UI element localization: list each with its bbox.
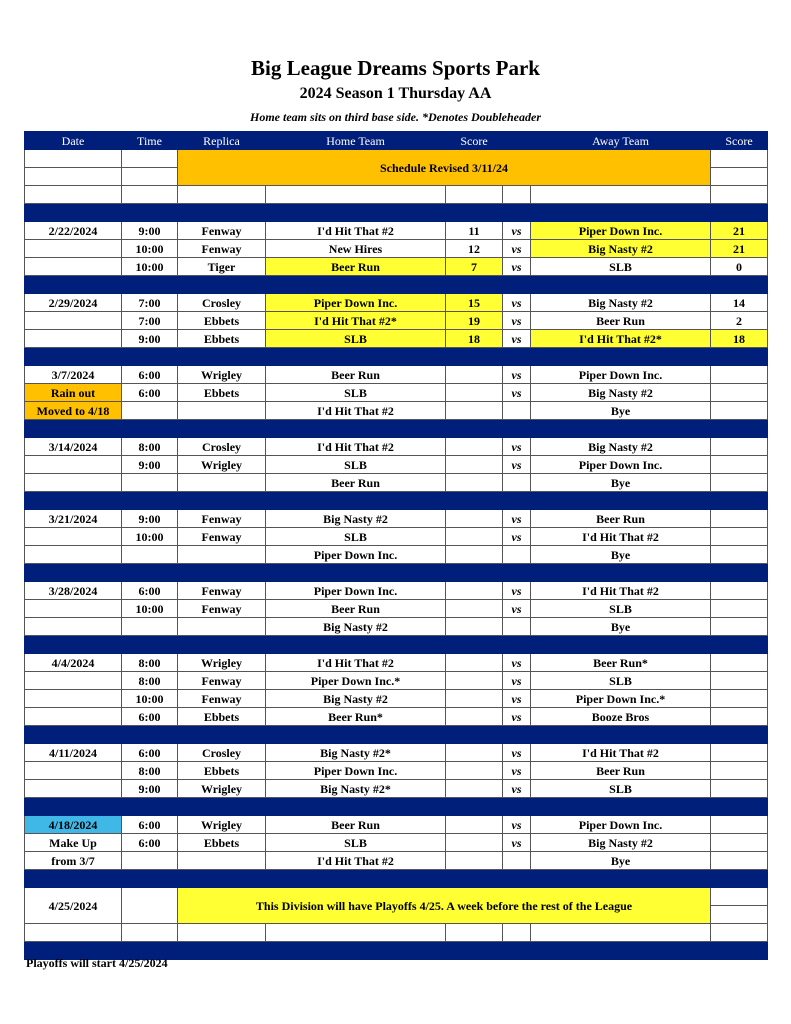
game-replica-field: Ebbets [178,330,266,348]
page-title: Big League Dreams Sports Park [251,56,540,80]
home-score [446,834,503,852]
game-row [25,816,768,834]
column-header-away-team: Away Team [531,132,711,150]
game-replica-field: Ebbets [178,312,266,330]
away-team: I'd Hit That #2* [531,330,711,348]
home-score [446,618,503,636]
away-score [711,474,768,492]
game-replica-field: Fenway [178,510,266,528]
week-separator [25,492,768,510]
away-score [711,510,768,528]
home-score [446,384,503,402]
game-time: 8:00 [122,762,178,780]
game-date [25,528,122,546]
away-team: SLB [531,780,711,798]
game-replica-field: Crosley [178,438,266,456]
away-team: Piper Down Inc.* [531,690,711,708]
home-team: Beer Run* [266,708,446,726]
vs-label [503,474,531,492]
game-date [25,240,122,258]
game-replica-field: Wrigley [178,780,266,798]
home-team: I'd Hit That #2 [266,852,446,870]
home-team: I'd Hit That #2 [266,402,446,420]
home-score: 18 [446,330,503,348]
home-team: Beer Run [266,258,446,276]
game-replica-field: Crosley [178,294,266,312]
home-score [446,600,503,618]
home-team: SLB [266,330,446,348]
game-date [25,780,122,798]
game-row [25,708,768,726]
playoff-date: 4/25/2024 [25,888,122,924]
game-row [25,600,768,618]
away-team: Beer Run [531,510,711,528]
game-row [25,582,768,600]
game-date: 3/14/2024 [25,438,122,456]
column-header-vs [503,132,531,150]
game-replica-field: Fenway [178,582,266,600]
home-team: New Hires [266,240,446,258]
away-team: Big Nasty #2 [531,294,711,312]
away-team: Big Nasty #2 [531,240,711,258]
home-score [446,438,503,456]
home-score: 15 [446,294,503,312]
home-score [446,852,503,870]
vs-label [503,546,531,564]
home-team: Big Nasty #2 [266,618,446,636]
away-score [711,744,768,762]
home-team: Piper Down Inc. [266,762,446,780]
game-time [122,852,178,870]
vs-label: vs [503,258,531,276]
column-header-replica: Replica [178,132,266,150]
game-replica-field [178,618,266,636]
game-time: 10:00 [122,690,178,708]
game-date: 2/29/2024 [25,294,122,312]
away-score [711,762,768,780]
away-team: Bye [531,546,711,564]
game-date [25,762,122,780]
away-team: Piper Down Inc. [531,816,711,834]
schedule-table [24,131,768,960]
home-score [446,654,503,672]
game-date: from 3/7 [25,852,122,870]
game-date: 3/28/2024 [25,582,122,600]
away-team: Beer Run [531,762,711,780]
vs-label: vs [503,762,531,780]
game-replica-field [178,852,266,870]
away-team: Piper Down Inc. [531,456,711,474]
vs-label: vs [503,510,531,528]
blank-row [25,186,768,204]
game-replica-field: Tiger [178,258,266,276]
game-replica-field: Fenway [178,690,266,708]
game-time: 10:00 [122,258,178,276]
away-team: I'd Hit That #2 [531,744,711,762]
column-header-date: Date [25,132,122,150]
vs-label: vs [503,384,531,402]
away-team: Booze Bros [531,708,711,726]
game-time [122,546,178,564]
game-row [25,762,768,780]
away-score [711,618,768,636]
game-row [25,672,768,690]
game-time: 9:00 [122,456,178,474]
game-time: 10:00 [122,600,178,618]
game-date [25,672,122,690]
game-row [25,510,768,528]
home-score [446,690,503,708]
game-date: Make Up [25,834,122,852]
home-score [446,816,503,834]
away-score [711,582,768,600]
away-score [711,654,768,672]
home-team: Beer Run [266,366,446,384]
away-score [711,690,768,708]
vs-label: vs [503,330,531,348]
home-score: 12 [446,240,503,258]
home-team: Big Nasty #2 [266,510,446,528]
vs-label: vs [503,672,531,690]
away-score [711,834,768,852]
game-row [25,852,768,870]
game-time: 6:00 [122,708,178,726]
game-replica-field: Ebbets [178,834,266,852]
away-score [711,438,768,456]
home-team: Big Nasty #2* [266,744,446,762]
vs-label [503,618,531,636]
home-team: Big Nasty #2* [266,780,446,798]
game-replica-field: Fenway [178,672,266,690]
away-team: SLB [531,672,711,690]
away-score [711,708,768,726]
away-team: Beer Run* [531,654,711,672]
away-score [711,402,768,420]
game-time: 6:00 [122,816,178,834]
week-separator [25,726,768,744]
vs-label: vs [503,438,531,456]
home-score [446,672,503,690]
game-row [25,834,768,852]
week-separator [25,276,768,294]
game-row [25,456,768,474]
game-replica-field: Crosley [178,744,266,762]
vs-label: vs [503,456,531,474]
away-score: 21 [711,240,768,258]
home-score: 19 [446,312,503,330]
game-replica-field: Wrigley [178,654,266,672]
week-separator [25,798,768,816]
game-replica-field [178,474,266,492]
game-row [25,240,768,258]
game-time: 7:00 [122,294,178,312]
home-team: SLB [266,456,446,474]
week-separator [25,204,768,222]
game-replica-field: Ebbets [178,708,266,726]
away-score [711,780,768,798]
game-date [25,456,122,474]
home-team: I'd Hit That #2* [266,312,446,330]
game-date [25,690,122,708]
game-date: 3/7/2024 [25,366,122,384]
game-time: 8:00 [122,672,178,690]
game-row [25,744,768,762]
week-separator [25,870,768,888]
game-date: Rain out [25,384,122,402]
away-team: SLB [531,258,711,276]
week-separator [25,636,768,654]
home-score: 11 [446,222,503,240]
week-separator [25,348,768,366]
game-time: 10:00 [122,240,178,258]
game-replica-field: Fenway [178,528,266,546]
away-team: SLB [531,600,711,618]
column-header-away-score: Score [711,132,768,150]
game-time: 6:00 [122,366,178,384]
away-score [711,672,768,690]
away-score [711,528,768,546]
away-score: 14 [711,294,768,312]
away-score: 18 [711,330,768,348]
game-row [25,528,768,546]
game-row [25,312,768,330]
game-row [25,384,768,402]
away-team: Bye [531,618,711,636]
game-row [25,402,768,420]
game-replica-field: Ebbets [178,384,266,402]
away-score: 0 [711,258,768,276]
game-date [25,312,122,330]
game-row [25,294,768,312]
home-team-note: Home team sits on third base side. *Denotes Doubleheader [250,110,541,124]
vs-label: vs [503,582,531,600]
game-row [25,474,768,492]
home-team: Big Nasty #2 [266,690,446,708]
home-team: Beer Run [266,474,446,492]
schedule-revised-banner: Schedule Revised 3/11/24 [178,150,711,186]
game-row [25,546,768,564]
home-score [446,528,503,546]
home-team: Piper Down Inc. [266,546,446,564]
game-time: 6:00 [122,582,178,600]
home-team: I'd Hit That #2 [266,438,446,456]
game-time: 9:00 [122,222,178,240]
game-time: 9:00 [122,510,178,528]
game-date [25,474,122,492]
game-replica-field: Fenway [178,240,266,258]
game-row [25,258,768,276]
game-row [25,618,768,636]
blank-row [25,150,768,168]
away-team: Piper Down Inc. [531,366,711,384]
away-score [711,456,768,474]
game-time: 6:00 [122,744,178,762]
home-team: SLB [266,834,446,852]
home-score [446,708,503,726]
game-replica-field [178,402,266,420]
home-team: I'd Hit That #2 [266,654,446,672]
home-score [446,366,503,384]
away-team: Big Nasty #2 [531,438,711,456]
game-replica-field [178,546,266,564]
playoff-banner: This Division will have Playoffs 4/25. A week before the rest of the League [178,888,711,924]
game-date: 4/18/2024 [25,816,122,834]
away-team: Big Nasty #2 [531,834,711,852]
game-replica-field: Fenway [178,222,266,240]
away-team: I'd Hit That #2 [531,582,711,600]
home-score [446,546,503,564]
game-row [25,780,768,798]
game-date [25,330,122,348]
away-score: 21 [711,222,768,240]
away-score: 2 [711,312,768,330]
column-header-home-team: Home Team [266,132,446,150]
away-team: Bye [531,474,711,492]
game-date: 4/11/2024 [25,744,122,762]
game-row [25,690,768,708]
vs-label [503,402,531,420]
vs-label: vs [503,816,531,834]
vs-label: vs [503,366,531,384]
game-time: 9:00 [122,780,178,798]
away-team: Beer Run [531,312,711,330]
game-replica-field: Ebbets [178,762,266,780]
header-row [25,132,768,150]
game-replica-field: Wrigley [178,816,266,834]
game-replica-field: Fenway [178,600,266,618]
home-score [446,402,503,420]
home-score: 7 [446,258,503,276]
game-replica-field: Wrigley [178,456,266,474]
game-date [25,546,122,564]
vs-label [503,852,531,870]
game-time [122,402,178,420]
away-score [711,600,768,618]
away-team: Bye [531,402,711,420]
vs-label: vs [503,780,531,798]
vs-label: vs [503,312,531,330]
game-date: 3/21/2024 [25,510,122,528]
game-replica-field: Wrigley [178,366,266,384]
away-score [711,852,768,870]
game-time [122,474,178,492]
home-score [446,474,503,492]
game-time: 6:00 [122,384,178,402]
home-team: Beer Run [266,816,446,834]
home-score [446,762,503,780]
home-team: Piper Down Inc.* [266,672,446,690]
footer-note: Playoffs will start 4/25/2024 [26,956,168,970]
game-date [25,600,122,618]
game-time: 7:00 [122,312,178,330]
game-time: 9:00 [122,330,178,348]
blank-row [25,924,768,942]
game-date: 2/22/2024 [25,222,122,240]
away-team: Big Nasty #2 [531,384,711,402]
home-team: SLB [266,384,446,402]
game-time: 8:00 [122,438,178,456]
game-time: 6:00 [122,834,178,852]
game-time: 8:00 [122,654,178,672]
away-team: I'd Hit That #2 [531,528,711,546]
away-team: Piper Down Inc. [531,222,711,240]
game-row [25,438,768,456]
game-date [25,618,122,636]
away-score [711,816,768,834]
vs-label: vs [503,528,531,546]
playoff-row [25,888,768,906]
home-team: Piper Down Inc. [266,294,446,312]
game-row [25,654,768,672]
vs-label: vs [503,654,531,672]
home-score [446,780,503,798]
vs-label: vs [503,744,531,762]
home-score [446,456,503,474]
home-team: Piper Down Inc. [266,582,446,600]
away-score [711,546,768,564]
vs-label: vs [503,834,531,852]
vs-label: vs [503,600,531,618]
vs-label: vs [503,708,531,726]
game-date: 4/4/2024 [25,654,122,672]
column-header-home-score: Score [446,132,503,150]
game-time: 10:00 [122,528,178,546]
home-team: SLB [266,528,446,546]
home-score [446,510,503,528]
page-subtitle: 2024 Season 1 Thursday AA [299,85,492,102]
home-score [446,582,503,600]
week-separator [25,420,768,438]
home-team: Beer Run [266,600,446,618]
away-team: Bye [531,852,711,870]
game-date [25,258,122,276]
vs-label: vs [503,222,531,240]
game-row [25,366,768,384]
vs-label: vs [503,240,531,258]
week-separator [25,564,768,582]
home-team: I'd Hit That #2 [266,222,446,240]
away-score [711,366,768,384]
game-time [122,618,178,636]
game-date: Moved to 4/18 [25,402,122,420]
game-date [25,708,122,726]
game-row [25,330,768,348]
column-header-time: Time [122,132,178,150]
home-score [446,744,503,762]
away-score [711,384,768,402]
vs-label: vs [503,690,531,708]
game-row [25,222,768,240]
vs-label: vs [503,294,531,312]
